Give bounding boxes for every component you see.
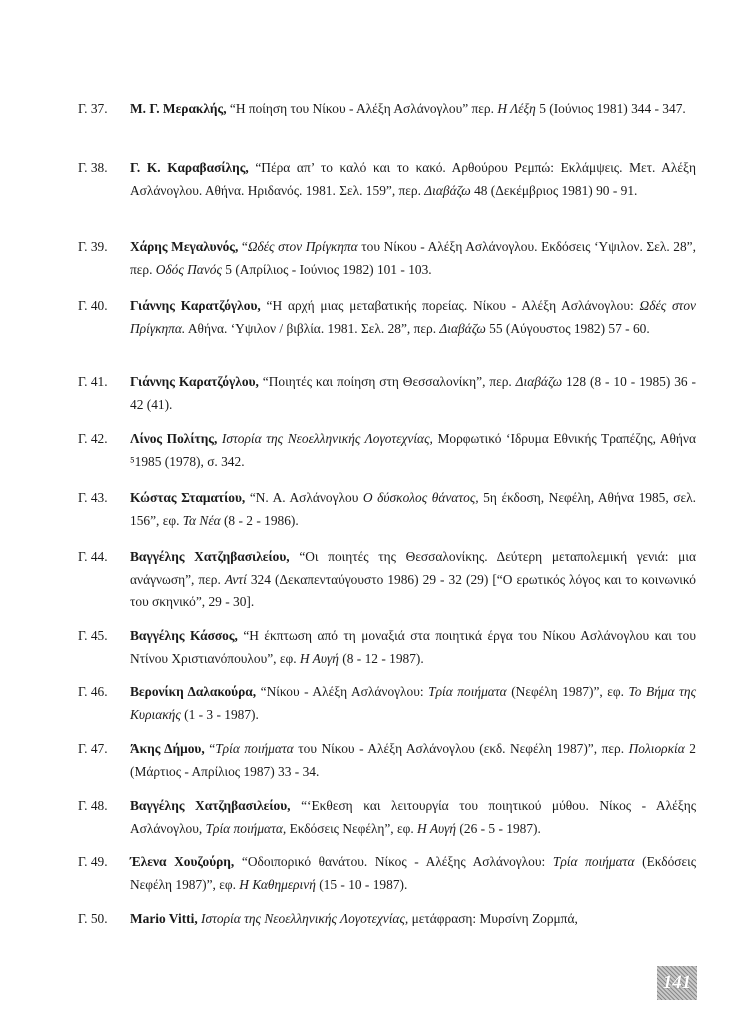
entry-title: Τρία ποιήματα: [428, 684, 507, 699]
entry-text: [130, 295, 696, 340]
entry-segment: (8 - 2 - 1986).: [220, 512, 299, 528]
entry-number: Γ. 45.: [78, 628, 108, 643]
entry-segment: 324 (Δεκαπενταύγουστο 1986) 29 - 32 (29) [“Ο ερωτικός λόγος και το κοινωνικό του σκηνικό”, 29 - 30].: [130, 571, 697, 609]
entry-author: Χάρης Μεγαλυνός,: [130, 239, 239, 254]
entry-author: Γ. Κ. Καραβασίλης,: [130, 160, 249, 175]
entry-segment: του Νίκου - Αλέξη Ασλάνογλου (εκδ. Νεφέλη 1987)”, περ.: [293, 741, 629, 756]
entry-title: Η Αυγή: [417, 820, 457, 836]
entry-segment: “: [204, 741, 216, 756]
entry-number: Γ. 44.: [78, 549, 108, 564]
entry-text: [130, 98, 696, 121]
entry-author: Μ. Γ. Μερακλής,: [130, 101, 227, 116]
entry-segment: (Εκδόσεις Νεφέλη 1987)”, εφ.: [130, 854, 697, 892]
entry-text: [130, 371, 696, 416]
page-number-badge: [657, 966, 697, 1000]
entry-number: Γ. 50.: [78, 911, 108, 926]
entry-number: Γ. 42.: [78, 431, 108, 446]
entry-author: Βαγγέλης Χατζηβασιλείου,: [130, 798, 291, 813]
entry-author: Mario Vitti,: [130, 911, 198, 926]
entry-segment: Μορφωτικό ‘Ιδρυμα Εθνικής Τραπέζης, Αθήνα ⁵1985 (1978), σ. 342.: [130, 431, 696, 469]
page-number: 141: [662, 972, 692, 993]
entry-segment: “Πέρα απ’ το καλό και το κακό. Αρθούρου Ρεμπώ: Εκλάμψεις. Μετ. Αλέξη Ασλάνογλου. Αθήνα. Ηριδανός. 1981. Σελ. 159”, περ.: [130, 160, 697, 198]
entry-segment: (26 - 5 - 1987).: [456, 820, 541, 836]
bibliography-entry: [78, 295, 696, 340]
bibliography-entry: [78, 157, 696, 202]
entry-text: [130, 428, 696, 473]
entry-number: Γ. 46.: [78, 684, 108, 699]
entry-title: Η Λέξη: [497, 101, 536, 116]
entry-segment: Αθήνα. ‘Υψιλον / βιβλία. 1981. Σελ. 28”, περ.: [185, 320, 440, 336]
entry-author: Κώστας Σταματίου,: [130, 490, 246, 505]
entry-text: [130, 681, 696, 726]
entry-segment: (Νεφέλη 1987)”, εφ.: [506, 684, 629, 699]
entry-segment: 2 (Μάρτιος - Απρίλιος 1987) 33 - 34.: [130, 741, 696, 779]
entry-number: Γ. 37.: [78, 101, 108, 116]
entry-segment: “Ποιητές και ποίηση στη Θεσσαλονίκη”, περ.: [258, 374, 516, 389]
entry-segment: 55 (Αύγουστος 1982) 57 - 60.: [485, 320, 650, 336]
entry-text: [130, 487, 696, 532]
entry-title: Ωδές στον Πρίγκηπα: [247, 239, 358, 254]
entry-author: Βαγγέλης Κάσσος,: [130, 628, 238, 643]
entry-title: Ιστορία της Νεοελληνικής Λογοτεχνίας,: [221, 431, 433, 446]
entry-text: [130, 157, 696, 202]
entry-segment: (1 - 3 - 1987).: [180, 706, 259, 722]
entry-number: Γ. 39.: [78, 239, 108, 254]
entry-segment: “Ν. Α. Ασλάνογλου: [245, 490, 363, 505]
bibliography-entry: [78, 98, 696, 121]
entry-segment: “Νίκου - Αλέξη Ασλάνογλου:: [256, 684, 429, 699]
entry-title: Οδός Πανός: [155, 261, 222, 277]
entry-number: Γ. 49.: [78, 854, 108, 869]
entry-segment: (15 - 10 - 1987).: [315, 876, 408, 892]
entry-segment: “Οδοιπορικό θανάτου. Νίκος - Αλέξης Ασλάνογλου:: [234, 854, 553, 869]
entry-title: Διαβάζω: [515, 374, 563, 389]
entry-segment: “Η έκπτωση από τη μοναξιά στα ποιητικά έργα του Νίκου Ασλάνογλου και του Ντίνου Χριστιανόπουλου”, εφ.: [130, 628, 696, 666]
entry-segment: Εκδόσεις Νεφέλη”, εφ.: [286, 820, 418, 836]
entry-author: Άκης Δήμου,: [130, 741, 205, 756]
entry-text: [130, 908, 696, 931]
entry-title: Η Αυγή: [299, 650, 339, 666]
entry-segment: 5 (Ιούνιος 1981) 344 - 347.: [535, 101, 686, 116]
entry-title: Διαβάζω: [424, 182, 471, 198]
entry-text: [130, 546, 696, 614]
entry-number: Γ. 41.: [78, 374, 108, 389]
entry-title: Τρία ποιήματα,: [205, 820, 287, 836]
entry-text: [130, 625, 696, 670]
entry-title: Τρία ποιήματα: [215, 741, 294, 756]
entry-segment: 5 (Απρίλιος - Ιούνιος 1982) 101 - 103.: [221, 261, 432, 277]
entry-author: Βερονίκη Δαλακούρα,: [130, 684, 257, 699]
entry-title: Η Καθημερινή: [239, 876, 316, 892]
entry-title: Πολιορκία: [628, 741, 685, 756]
entry-author: Γιάννης Καρατζόγλου,: [130, 298, 261, 313]
entry-text: [130, 851, 696, 896]
entry-segment: “Η αρχή μιας μεταβατικής πορείας. Νίκου - Αλέξη Ασλάνογλου:: [260, 298, 640, 313]
entry-segment: μετάφραση: Μυρσίνη Ζορμπά,: [408, 911, 578, 926]
entry-segment: του Νίκου - Αλέξη Ασλάνογλου. Εκδόσεις ‘Υψιλον. Σελ. 28”, περ.: [130, 239, 696, 277]
bibliography-entry: [78, 625, 696, 670]
entry-title: Το Βήμα της Κυριακής: [130, 684, 696, 722]
entry-title: Ιστορία της Νεοελληνικής Λογοτεχνίας,: [201, 911, 409, 926]
bibliography-entry: [78, 371, 696, 416]
bibliography-entry: [78, 738, 696, 783]
entry-number: Γ. 38.: [78, 160, 108, 175]
bibliography-entry: [78, 851, 696, 896]
bibliography-entry: [78, 546, 696, 614]
bibliography-entry: [78, 487, 696, 532]
entry-number: Γ. 40.: [78, 298, 108, 313]
entry-author: Γιάννης Καρατζόγλου,: [130, 374, 259, 389]
entry-title: Τα Νέα: [182, 512, 221, 528]
entry-title: Ο δύσκολος θάνατος,: [362, 490, 479, 505]
entry-segment: “Η ποίηση του Νίκου - Αλέξη Ασλάνογλου” περ.: [226, 101, 498, 116]
bibliography-entry: [78, 908, 696, 931]
entry-segment: 48 (Δεκέμβριος 1981) 90 - 91.: [470, 182, 638, 198]
entry-segment: “‘Εκθεση και λειτουργία του ποιητικού μύθου. Νίκος - Αλέξης Ασλάνογλου,: [130, 798, 696, 836]
entry-title: Διαβάζω: [439, 320, 486, 336]
entry-text: [130, 738, 696, 783]
entry-number: Γ. 47.: [78, 741, 108, 756]
bibliography-entry: [78, 681, 696, 726]
entry-number: Γ. 43.: [78, 490, 108, 505]
entry-author: Βαγγέλης Χατζηβασιλείου,: [130, 549, 290, 564]
entry-author: Έλενα Χουζούρη,: [130, 854, 235, 869]
entry-text: [130, 795, 696, 840]
entry-segment: “Οι ποιητές της Θεσσαλονίκης. Δεύτερη μεταπολεμική γενιά: μια ανάγνωση”, περ.: [130, 549, 696, 587]
entry-segment: 128 (8 - 10 - 1985) 36 - 42 (41).: [130, 374, 696, 412]
bibliography-entry: [78, 428, 696, 473]
entry-author: Λίνος Πολίτης,: [130, 431, 218, 446]
entry-segment: (8 - 12 - 1987).: [338, 650, 424, 666]
entry-number: Γ. 48.: [78, 798, 108, 813]
entry-title: Τρία ποιήματα: [552, 854, 635, 869]
entry-segment: “: [238, 239, 248, 254]
entry-title: Ωδές στον Πρίγκηπα.: [130, 298, 696, 336]
entry-segment: 5η έκδοση, Νεφέλη, Αθήνα 1985, σελ. 156”, εφ.: [130, 490, 696, 528]
bibliography-entry: [78, 236, 696, 281]
bibliography-entry: [78, 795, 696, 840]
entry-title: Αντί: [224, 571, 247, 587]
entry-text: [130, 236, 696, 281]
